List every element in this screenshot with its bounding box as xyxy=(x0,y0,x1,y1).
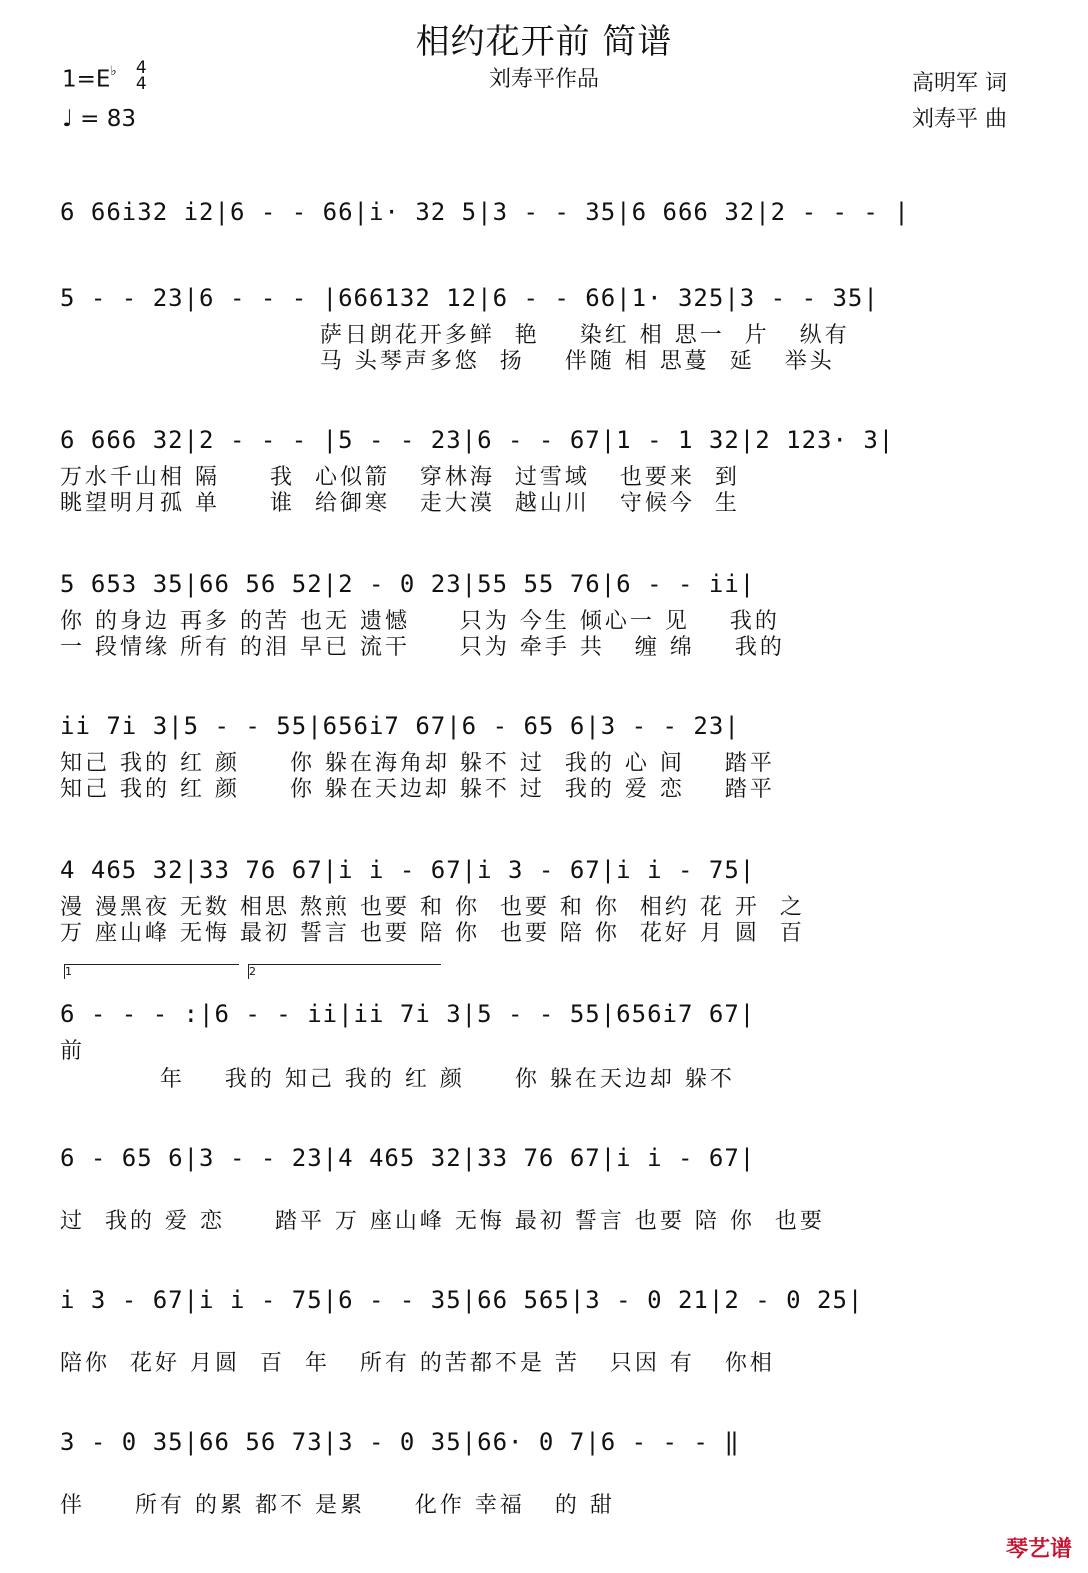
notes-line: 5 - - 23|6 - - - |666132 12|6 - - 66|1· 325|3 - - 35| xyxy=(60,284,879,312)
lyrics-verse-2: 马 头琴声多悠 扬 伴随 相 思蔓 延 举头 xyxy=(60,349,835,374)
notes-line: 6 - 65 6|3 - - 23|4 465 32|33 76 67|i i - 67| xyxy=(60,1144,756,1172)
flat-sign: ♭ xyxy=(110,63,117,79)
lyrics-verse-1: 伴 所有 的累 都不 是累 化作 幸福 的 甜 xyxy=(60,1493,615,1518)
time-sig-bottom: 4 xyxy=(135,74,147,94)
page-subtitle: 刘寿平作品 xyxy=(488,67,599,92)
score-line-5 xyxy=(60,712,1034,852)
lyrics-verse-2: 万 座山峰 无悔 最初 誓言 也要 陪 你 也要 陪 你 花好 月 圆 百 xyxy=(60,921,805,946)
lyrics-verse-2: 年 我的 知己 我的 红 颜 你 躲在天边却 躲不 xyxy=(60,1067,735,1092)
lyrics-verse-1: 漫 漫黑夜 无数 相思 熬煎 也要 和 你 也要 和 你 相约 花 开 之 xyxy=(60,895,805,920)
notes-line: 4 465 32|33 76 67|i i - 67|i 3 - 67|i i - 75| xyxy=(60,856,756,884)
score-line-2 xyxy=(60,284,1034,424)
key-signature xyxy=(62,58,147,96)
volta-second-ending: 2 xyxy=(248,964,441,979)
lyrics-verse-2: 知己 我的 红 颜 你 躲在天边却 躲不 过 我的 爱 恋 踏平 xyxy=(60,777,775,802)
lyrics-verse-2: 眺望明月孤 单 谁 给御寒 走大漠 越山川 守候今 生 xyxy=(60,491,740,516)
notes-line: 6 666 32|2 - - - |5 - - 23|6 - - 67|1 - 1 32|2 123· 3| xyxy=(60,426,895,454)
lyrics-verse-1: 萨日朗花开多鲜 艳 染红 相 思一 片 纵有 xyxy=(60,323,850,348)
time-signature xyxy=(136,60,147,92)
score-line-8 xyxy=(60,1144,1034,1284)
score-line-9 xyxy=(60,1286,1034,1426)
composer-credit: 刘寿平 曲 xyxy=(912,107,1007,132)
score-line-7 xyxy=(60,1000,1034,1140)
score-line-3 xyxy=(60,426,1034,566)
score-line-4 xyxy=(60,570,1034,710)
notes-line: i 3 - 67|i i - 75|6 - - 35|66 565|3 - 0 21|2 - 0 25| xyxy=(60,1286,864,1314)
score-line-10 xyxy=(60,1428,1034,1568)
lyrics-verse-1: 前 xyxy=(60,1039,86,1064)
notes-line: 5 653 35|66 56 52|2 - 0 23|55 55 76|6 - - ii| xyxy=(60,570,756,598)
lyricist-credit: 高明军 词 xyxy=(912,71,1007,96)
lyrics-verse-1: 万水千山相 隔 我 心似箭 穿林海 过雪域 也要来 到 xyxy=(60,465,740,490)
volta-first-ending: 1 xyxy=(64,964,239,979)
lyrics-verse-1: 过 我的 爱 恋 踏平 万 座山峰 无悔 最初 誓言 也要 陪 你 也要 xyxy=(60,1209,825,1234)
key-label: 1=E xyxy=(62,66,111,93)
lyrics-verse-2: 一 段情缘 所有 的泪 早已 流干 只为 牵手 共 缠 绵 我的 xyxy=(60,635,785,660)
notes-line: 6 - - - :|6 - - ii|ii 7i 3|5 - - 55|656i7 67| xyxy=(60,1000,756,1028)
lyrics-verse-1: 知己 我的 红 颜 你 躲在海角却 躲不 过 我的 心 间 踏平 xyxy=(60,751,775,776)
notes-line: 3 - 0 35|66 56 73|3 - 0 35|66· 0 7|6 - - - ‖ xyxy=(60,1428,740,1456)
time-sig-top: 4 xyxy=(135,58,147,78)
lyrics-verse-1: 陪你 花好 月圆 百 年 所有 的苦都不是 苦 只因 有 你相 xyxy=(60,1351,775,1376)
page-title: 相约花开前 简谱 xyxy=(415,22,673,62)
notes-line: 6 66i32 i2|6 - - 66|i· 32 5|3 - - 35|6 666 32|2 - - - | xyxy=(60,198,910,226)
notes-line: ii 7i 3|5 - - 55|656i7 67|6 - 65 6|3 - - 23| xyxy=(60,712,740,740)
lyrics-verse-1: 你 的身边 再多 的苦 也无 遗憾 只为 今生 倾心一 见 我的 xyxy=(60,609,780,634)
site-logo: 琴艺谱 xyxy=(1005,1537,1072,1562)
tempo-mark: ♩ = 83 xyxy=(62,106,137,132)
